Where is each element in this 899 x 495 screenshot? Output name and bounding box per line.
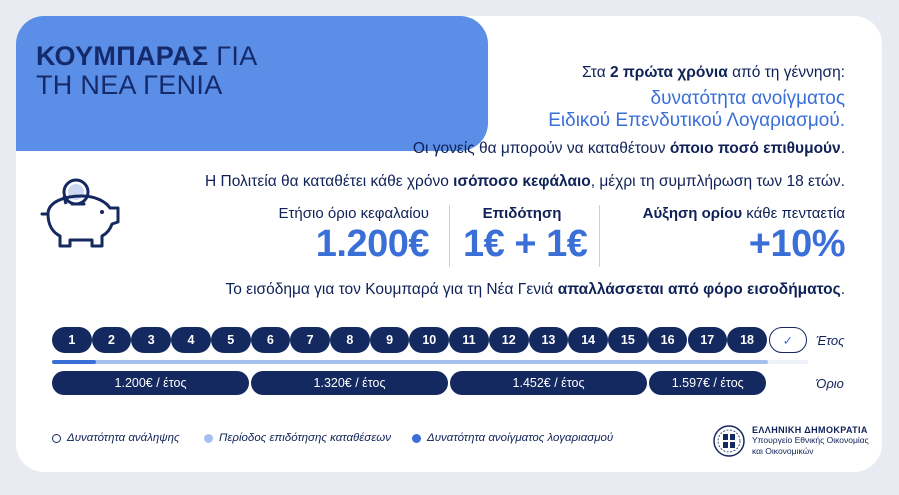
stat-limit-increase (643, 205, 845, 266)
divider (449, 205, 450, 267)
title-line-1 (36, 42, 488, 71)
legend-label: Δυνατότητα ανάληψης (67, 432, 180, 444)
greek-emblem-icon (712, 424, 746, 458)
year-pill: 1 (52, 327, 92, 353)
parents-post: . (840, 140, 845, 157)
subsidy-period-bar (92, 360, 768, 364)
ministry-line-1: Υπουργείο Εθνικής Οικονομίας (752, 435, 869, 445)
year-pill: 15 (608, 327, 648, 353)
year-pill: 17 (688, 327, 728, 353)
stat-label: Ετήσιο όριο κεφαλαίου (278, 205, 429, 222)
title-rest: ΓΙΑ (208, 41, 258, 71)
account-opening-bar (52, 360, 96, 364)
state-text (205, 173, 845, 191)
intro-bold: 2 πρώτα χρόνια (609, 64, 728, 81)
limit-pill: 1.200€ / έτος (52, 371, 249, 395)
years-label: Έτος (816, 333, 845, 348)
highlight-text (548, 88, 845, 132)
limit-pill: 1.597€ / έτος (649, 371, 766, 395)
tax-pre: Το εισόδημα για τον Κουμπαρά για τη Νέα Γενιά (225, 281, 558, 298)
legend-item-opening (412, 432, 613, 444)
state-bold: ισόποσο κεφάλαιο (453, 173, 591, 190)
intro-text (582, 64, 845, 82)
year-pill: 7 (290, 327, 330, 353)
year-pill: 4 (171, 327, 211, 353)
stat-value: +10% (748, 223, 845, 265)
legend-item-withdrawal (52, 432, 180, 444)
legend-label: Περίοδος επιδότησης καταθέσεων (219, 432, 391, 444)
title-bold: ΚΟΥΜΠΑΡΑΣ (36, 41, 209, 71)
tax-bold: απαλλάσσεται από φόρο εισοδήματος (557, 281, 841, 298)
stat-annual-limit (279, 205, 430, 266)
year-pill: 10 (409, 327, 449, 353)
stat-subsidy (463, 205, 588, 266)
limit-pill: 1.320€ / έτος (251, 371, 448, 395)
tax-post: . (840, 281, 845, 298)
title-panel (16, 16, 488, 151)
title-line-2: ΤΗ ΝΕΑ ΓΕΝΙΑ (36, 70, 223, 100)
stat-value: 1€ + 1€ (463, 223, 588, 265)
parents-bold-2: επιθυμούν (758, 140, 841, 157)
legend-dot (412, 434, 421, 443)
state-post: , μέχρι τη συμπλήρωση των 18 ετών. (590, 173, 845, 190)
intro-pre: Στα (581, 64, 610, 81)
year-pill: 2 (92, 327, 132, 353)
year-pill: 14 (568, 327, 608, 353)
legend-dot (52, 434, 61, 443)
piggy-bank-icon (38, 170, 124, 250)
stat-value: 1.200€ (315, 223, 429, 265)
divider (599, 205, 600, 267)
year-pill: 9 (370, 327, 410, 353)
check-icon: ✓ (769, 327, 807, 353)
legend-item-subsidy (204, 432, 391, 444)
stat-label (643, 205, 845, 222)
parents-text (413, 140, 845, 158)
government-logo (712, 424, 869, 458)
year-pill: 12 (489, 327, 529, 353)
government-name: ΕΛΛΗΝΙΚΗ ΔΗΜΟΚΡΑΤΙΑ (752, 425, 868, 435)
legend-label: Δυνατότητα ανοίγματος λογαριασμού (427, 432, 614, 444)
limits-label: Όριο (816, 376, 844, 391)
parents-bold-1: όποιο ποσό (669, 140, 759, 157)
limit-pill: 1.452€ / έτος (450, 371, 647, 395)
intro-post: από τη γέννηση: (727, 64, 845, 81)
years-timeline (52, 327, 807, 353)
legend-dot (204, 434, 213, 443)
stat-label-bold: Αύξηση ορίου (642, 205, 743, 222)
year-pill: 3 (131, 327, 171, 353)
withdrawal-bar (768, 360, 808, 364)
highlight-line-1: δυνατότητα ανοίγματος (650, 88, 845, 109)
ministry-line-2: και Οικονομικών (752, 446, 814, 456)
year-pill: 5 (211, 327, 251, 353)
stat-label: Επιδότηση (482, 205, 562, 222)
tax-text (225, 281, 845, 299)
year-pill: 6 (251, 327, 291, 353)
year-pill: 16 (648, 327, 688, 353)
year-pill: 8 (330, 327, 370, 353)
state-pre: Η Πολιτεία θα καταθέτει κάθε χρόνο (205, 173, 454, 190)
year-pill: 11 (449, 327, 489, 353)
highlight-line-2: Ειδικού Επενδυτικού Λογαριασμού. (548, 110, 845, 131)
stat-label-rest: κάθε πενταετία (742, 205, 845, 222)
year-pill: 13 (529, 327, 569, 353)
parents-pre: Οι γονείς θα μπορούν να καταθέτουν (412, 140, 670, 157)
limits-timeline (52, 371, 768, 395)
year-pill: 18 (727, 327, 767, 353)
